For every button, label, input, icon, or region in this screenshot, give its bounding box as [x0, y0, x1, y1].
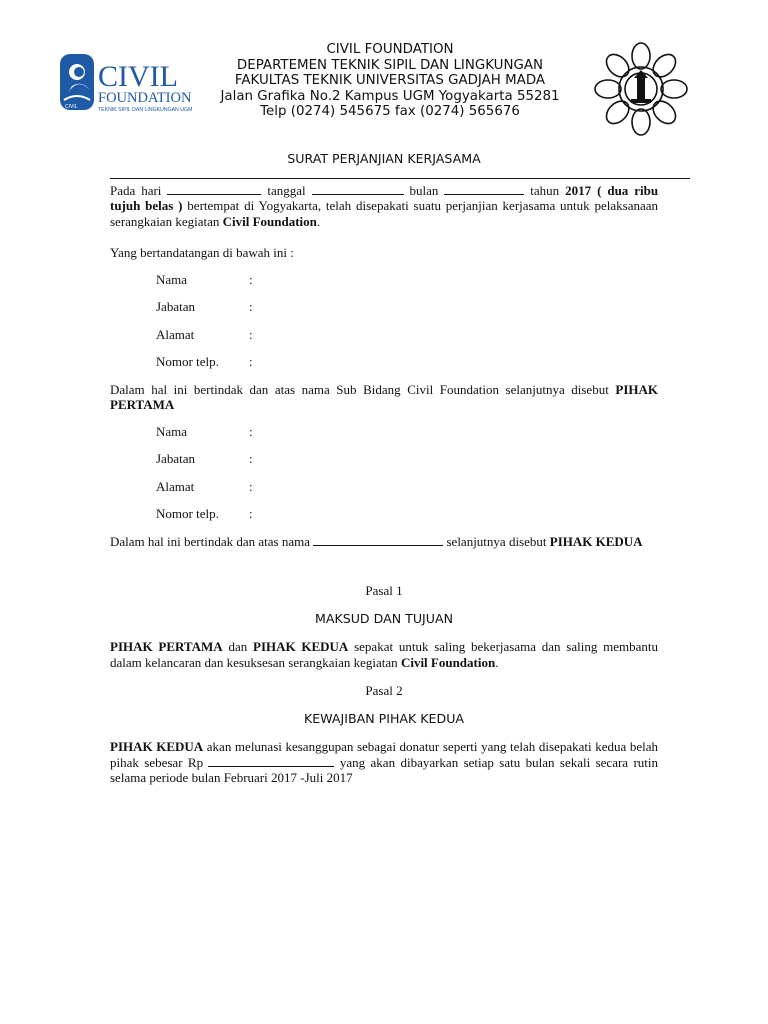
field-row — [110, 354, 658, 382]
pasal1-number: Pasal 1 — [365, 583, 403, 598]
svg-text:FOUNDATION: FOUNDATION — [98, 90, 192, 106]
field-label: Nama — [156, 423, 188, 439]
signatories-intro: Yang bertandatangan di bawah ini : — [110, 245, 294, 260]
field-row — [110, 299, 658, 327]
field-row — [110, 327, 658, 355]
field-colon: : — [249, 326, 253, 342]
pasal1-org: Civil Foundation — [400, 654, 496, 670]
party1-paragraph — [110, 382, 658, 413]
pasal2-number: Pasal 2 — [365, 683, 403, 698]
field-label: Nomor telp. — [156, 506, 219, 521]
blank-amount — [208, 755, 334, 767]
pasal1-bold2: PIHAK KEDUA — [253, 639, 349, 654]
pasal2-text1: akan melunasi kesanggupan sebagai donatur seperti yang telah disepakati kedua belah pihak sebesar Rp — [110, 739, 658, 770]
party2-post: selanjutnya disebut — [446, 533, 547, 549]
pasal1-heading: MAKSUD DAN TUJUAN — [314, 610, 454, 626]
blank-party2-name — [313, 534, 443, 546]
pasal2-paragraph — [110, 739, 658, 786]
intro-paragraph — [110, 183, 658, 230]
field-colon: : — [249, 478, 253, 494]
letterhead-text — [190, 42, 590, 120]
blank-day — [167, 183, 261, 195]
party1-bold: PIHAK PERTAMA — [110, 381, 658, 412]
civil-foundation-logo — [58, 50, 208, 114]
pasal1-dan: dan — [228, 639, 248, 654]
party2-bold: PIHAK KEDUA — [549, 533, 643, 549]
party2-paragraph — [110, 534, 658, 550]
party1-text: Dalam hal ini bertindak dan atas nama Sub Bidang Civil Foundation selanjutnya disebut — [110, 381, 609, 397]
header-line-4: Jalan Grafika No.2 Kampus UGM Yogyakarta 55281 — [220, 88, 560, 104]
intro-tanggal: tanggal — [267, 182, 306, 198]
intro-tahun: tahun — [530, 182, 560, 198]
blank-month — [444, 183, 524, 195]
header-line-2: DEPARTEMEN TEKNIK SIPIL DAN LINGKUNGAN — [236, 57, 544, 73]
svg-text:TEKNIK SIPIL DAN LINGKUNGAN UG: TEKNIK SIPIL DAN LINGKUNGAN UGM — [98, 107, 193, 113]
field-label: Alamat — [156, 326, 195, 342]
field-colon: : — [249, 423, 253, 439]
field-row — [110, 272, 658, 300]
field-label: Alamat — [156, 478, 195, 494]
svg-text:CIVIL: CIVIL — [98, 60, 178, 93]
field-colon: : — [249, 299, 253, 314]
intro-bulan: bulan — [409, 182, 439, 198]
letterhead — [0, 40, 768, 140]
field-colon: : — [249, 271, 253, 287]
pasal1-paragraph — [110, 639, 658, 670]
field-row — [110, 424, 658, 452]
field-label: Jabatan — [156, 451, 195, 466]
party1-fields — [110, 272, 658, 382]
field-row — [110, 479, 658, 507]
svg-text:CIVIL: CIVIL — [65, 104, 78, 110]
field-colon: : — [249, 451, 253, 466]
field-label: Jabatan — [156, 299, 195, 314]
header-line-3: FAKULTAS TEKNIK UNIVERSITAS GADJAH MADA — [234, 73, 546, 88]
intro-pada-hari: Pada hari — [110, 182, 162, 198]
field-row — [110, 451, 658, 479]
field-row — [110, 506, 658, 534]
pasal1-bold1: PIHAK PERTAMA — [110, 639, 223, 654]
pasal2-heading: KEWAJIBAN PIHAK KEDUA — [303, 710, 465, 726]
letter-body — [110, 151, 658, 786]
field-colon: : — [249, 506, 253, 521]
intro-rest: bertempat di Yogyakarta, telah disepakati suatu perjanjian kerjasama untuk pelaksanaan serangkaian kegiatan — [110, 198, 658, 229]
pasal2-bold: PIHAK KEDUA — [110, 739, 204, 754]
field-label: Nama — [156, 271, 188, 287]
intro-org: Civil Foundation — [222, 213, 317, 229]
header-line-5: Telp (0274) 545675 fax (0274) 565676 — [260, 104, 520, 119]
header-line-1: CIVIL FOUNDATION — [326, 42, 454, 57]
document-title: SURAT PERJANJIAN KERJASAMA — [287, 151, 481, 166]
pasal2-text2: yang akan dibayarkan setiap satu bulan sekali secara rutin selama periode bulan Februari 2017 -Juli 2017 — [110, 754, 659, 785]
pasal1-text: sepakat untuk saling bekerjasama dan saling membantu dalam kelancaran dan kesuksesan serangkaian kegiatan — [110, 639, 658, 670]
pasal1-end: . — [495, 654, 499, 670]
blank-date — [312, 183, 404, 195]
party2-fields — [110, 424, 658, 534]
intro-end: . — [316, 213, 321, 229]
field-colon: : — [249, 354, 253, 369]
ugm-emblem-icon — [594, 42, 688, 136]
intro-year: 2017 ( dua ribu tujuh belas ) — [110, 182, 659, 213]
party2-pre: Dalam hal ini bertindak dan atas nama — [110, 533, 310, 549]
field-label: Nomor telp. — [156, 354, 219, 369]
